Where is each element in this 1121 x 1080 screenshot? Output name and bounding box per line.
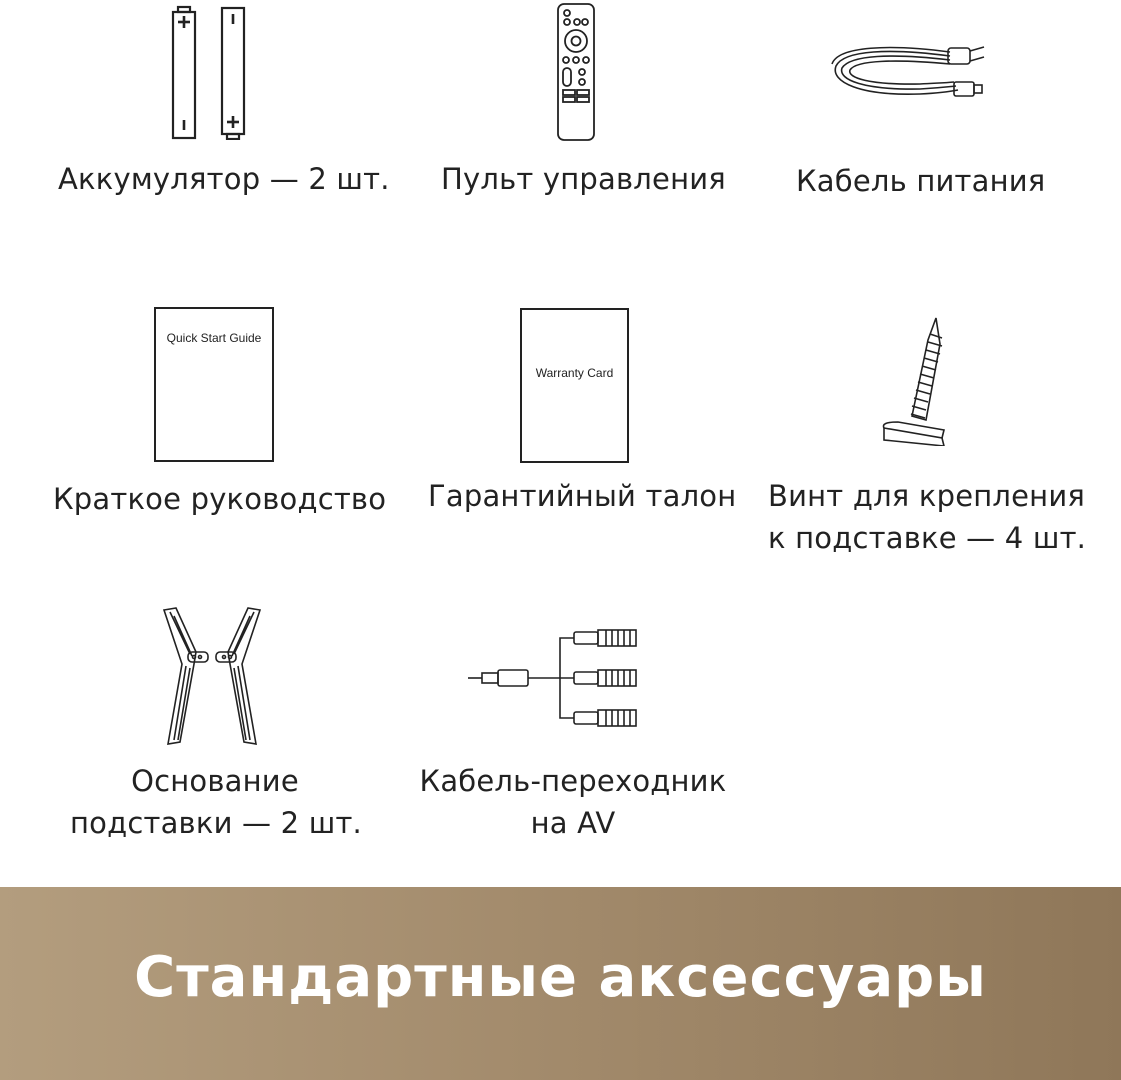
remote-control-icon [556, 2, 596, 142]
footer-banner [0, 887, 1121, 1080]
battery-icon [160, 4, 260, 140]
stand-label-line1: Основание [131, 764, 299, 798]
av-cable-label-line2: на AV [530, 806, 616, 840]
quick-guide-label: Краткое руководство [53, 482, 387, 516]
screw-label [768, 475, 1086, 559]
stand-legs-icon [160, 606, 265, 746]
screw-label-line2: к подставке — 4 шт. [768, 521, 1087, 555]
booklet-title: Quick Start Guide [166, 331, 262, 345]
av-adapter-cable-icon [464, 622, 644, 732]
power-cable-label: Кабель питания [796, 164, 1046, 198]
remote-label: Пульт управления [441, 162, 726, 196]
screw-icon [878, 316, 958, 446]
battery-label: Аккумулятор — 2 шт. [58, 162, 390, 196]
stand-label [70, 760, 360, 844]
card-icon [520, 308, 629, 463]
av-cable-label [418, 760, 728, 844]
power-cable-icon [830, 42, 996, 106]
warranty-label: Гарантийный талон [428, 479, 737, 513]
screw-label-line1: Винт для крепления [768, 479, 1086, 513]
card-title: Warranty Card [535, 366, 614, 380]
booklet-icon [154, 307, 274, 462]
footer-title: Стандартные аксессуары [134, 945, 987, 1010]
stand-label-line2: подставки — 2 шт. [70, 806, 362, 840]
av-cable-label-line1: Кабель-переходник [419, 764, 727, 798]
